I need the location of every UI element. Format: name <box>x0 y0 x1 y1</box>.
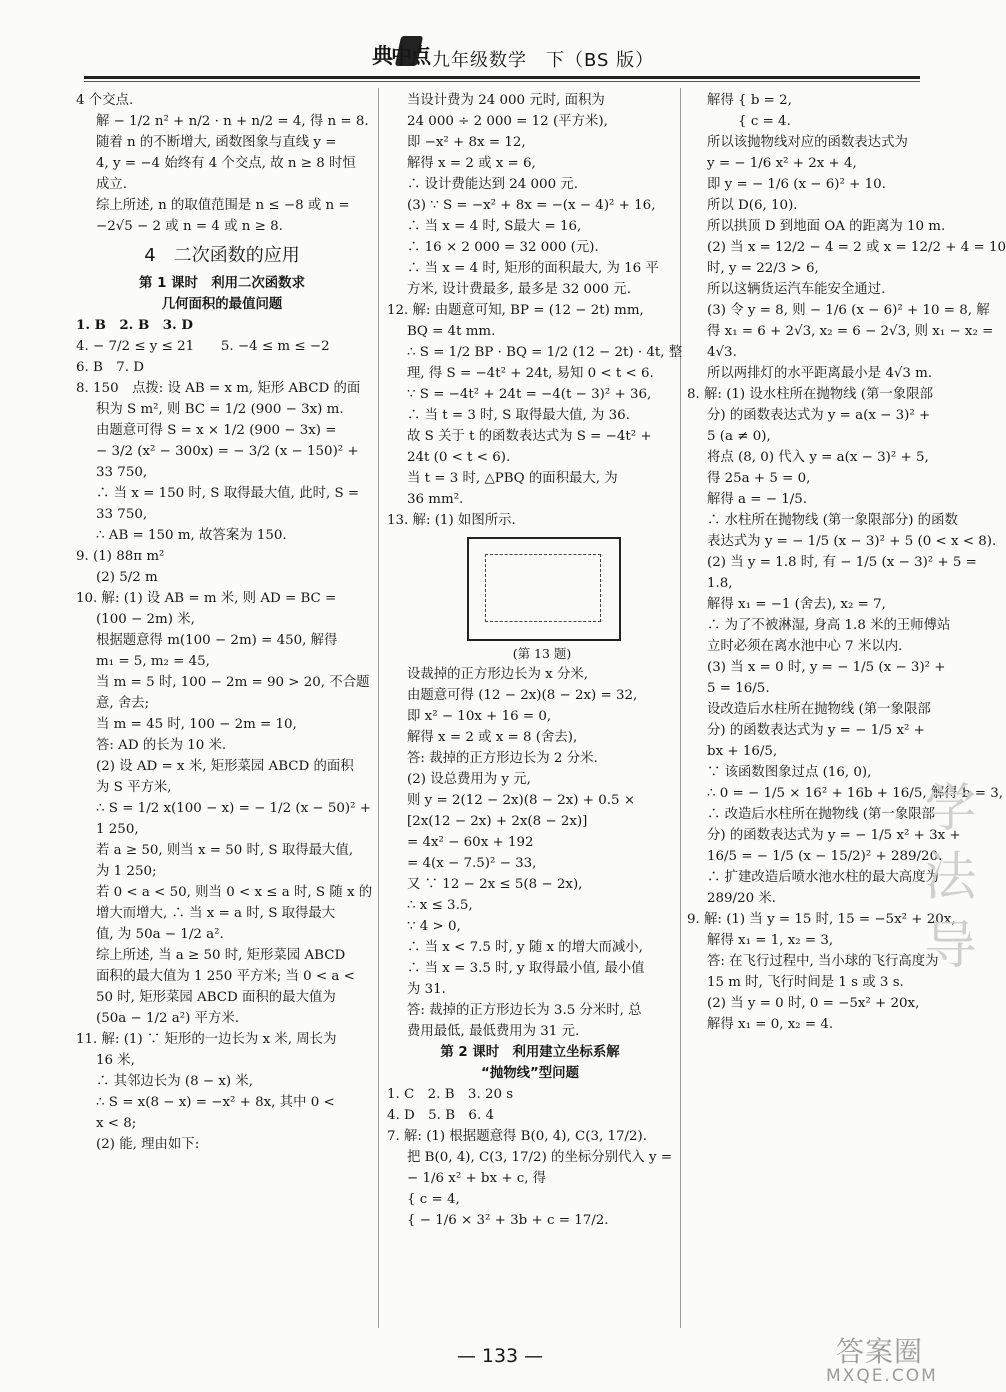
rectangle-figure <box>467 537 621 641</box>
answer-line: 答: 裁掉的正方形边长为 2 分米. <box>407 751 598 766</box>
answer-line: ∴ S = 1/2 BP · BQ = 1/2 (12 − 2t) · 4t, 整 <box>407 345 683 360</box>
answer-line: 值, 为 50a − 1/2 a². <box>96 927 224 942</box>
answer-line: 24 000 ÷ 2 000 = 12 (平方米), <box>407 114 608 129</box>
answer-line: 所以这辆货运汽车能安全通过. <box>707 282 886 297</box>
book-logo: 典中点 <box>372 44 429 68</box>
answer-line: = 4x² − 60x + 192 <box>407 835 534 850</box>
book-title: 九年级数学 下（BS 版） <box>432 50 655 71</box>
answer-line: 若 0 < a < 50, 则当 0 < x ≤ a 时, S 随 x 的 <box>96 885 373 900</box>
answer-line: ∴ AB = 150 m, 故答案为 150. <box>96 528 287 543</box>
answer-line: (2) 设总费用为 y 元, <box>407 772 531 787</box>
watermark-url: MXQE.COM <box>826 1366 938 1386</box>
answer-line: 积为 S m², 则 BC = 1/2 (900 − 3x) m. <box>96 402 344 417</box>
answer-line: 若 a ≥ 50, 则当 x = 50 时, S 取得最大值, <box>96 843 354 858</box>
answer-line: 面积的最大值为 1 250 平方米; 当 0 < a < <box>96 969 355 984</box>
answer-line: ∴ 0 = − 1/5 × 16² + 16b + 16/5, 解得 b = 3, <box>707 786 1003 801</box>
answer-line: 设裁掉的正方形边长为 x 分米, <box>407 667 589 682</box>
answer-line: 为 1 250; <box>96 864 157 879</box>
answer-line: 把 B(0, 4), C(3, 17/2) 的坐标分别代入 y = <box>407 1150 673 1165</box>
answer-line: 9. 解: (1) 当 y = 15 时, 15 = −5x² + 20x, <box>687 912 956 927</box>
answer-line: 9. (1) 88π m² <box>76 549 165 564</box>
answer-line: bx + 16/5, <box>707 744 778 759</box>
answer-line: BQ = 4t mm. <box>407 324 496 339</box>
answer-line: 289/20 米. <box>707 891 777 906</box>
answer-line: ∴ 其邻边长为 (8 − x) 米, <box>96 1074 254 1089</box>
answer-line: ∴ 水柱所在抛物线 (第一象限部分) 的函数 <box>707 513 958 528</box>
answer-line: 将点 (8, 0) 代入 y = a(x − 3)² + 5, <box>707 450 929 465</box>
answer-line: { − 1/6 × 3² + 3b + c = 17/2. <box>407 1213 609 1228</box>
answer-line: = 4(x − 7.5)² − 33, <box>407 856 537 871</box>
answer-line: 答: AD 的长为 10 米. <box>96 738 227 753</box>
answer-line: 13. 解: (1) 如图所示. <box>387 513 516 528</box>
answer-line: 即 x² − 10x + 16 = 0, <box>407 709 552 724</box>
answer-line: (50a − 1/2 a²) 平方米. <box>96 1011 240 1026</box>
answer-line: 即 y = − 1/6 (x − 6)² + 10. <box>707 177 886 192</box>
answer-line: 8. 解: (1) 设水柱所在抛物线 (第一象限部 <box>687 387 933 402</box>
answer-line: ∴ x ≤ 3.5, <box>407 898 473 913</box>
answer-line: 当 m = 45 时, 100 − 2m = 10, <box>96 717 297 732</box>
answer-line: 分) 的函数表达式为 y = a(x − 3)² + <box>707 408 931 423</box>
answer-line: 分) 的函数表达式为 y = − 1/5 x² + 3x + <box>707 828 961 843</box>
answer-line: (2) 当 y = 1.8 时, 有 − 1/5 (x − 3)² + 5 = <box>707 555 977 570</box>
answer-line: ∴ 当 x = 150 时, S 取得最大值, 此时, S = <box>96 486 360 501</box>
answer-line: 解得 x₁ = 1, x₂ = 3, <box>707 933 834 948</box>
answer-line: 表达式为 y = − 1/5 (x − 3)² + 5 (0 < x < 8). <box>707 534 997 549</box>
answer-line: (2) 当 x = 12/2 − 4 = 2 或 x = 12/2 + 4 = 10 <box>707 240 1006 255</box>
answer-line: 答: 裁掉的正方形边长为 3.5 分米时, 总 <box>407 1003 642 1018</box>
answer-line: x < 8; <box>96 1116 137 1131</box>
answer-line: 立时必须在离水池中心 7 米以内. <box>707 639 903 654</box>
answer-line: 10. 解: (1) 设 AB = m 米, 则 AD = BC = <box>76 591 337 606</box>
column-divider <box>378 88 379 1328</box>
answer-line: 综上所述, 当 a ≥ 50 时, 矩形菜园 ABCD <box>96 948 346 963</box>
answer-line: 50 时, 矩形菜园 ABCD 面积的最大值为 <box>96 990 336 1005</box>
answer-line: y = − 1/6 x² + 2x + 4, <box>707 156 857 171</box>
answer-line: 解 − 1/2 n² + n/2 · n + n/2 = 4, 得 n = 8. <box>96 114 369 129</box>
answer-line: { c = 4, <box>407 1192 460 1207</box>
answer-line: ∴ 16 × 2 000 = 32 000 (元). <box>407 240 599 255</box>
answer-line: 得 25a + 5 = 0, <box>707 471 811 486</box>
answer-column-left <box>76 90 373 1155</box>
answer-line: ∴ 当 x = 4 时, S最大 = 16, <box>407 219 582 234</box>
answer-line: 1.8, <box>707 576 733 591</box>
answer-line: 解得 x = 2 或 x = 6, <box>407 156 536 171</box>
answer-line: 4√3. <box>707 345 737 360</box>
answer-column-middle <box>387 90 683 1231</box>
answer-line: 所以拱顶 D 到地面 OA 的距离为 10 m. <box>707 219 946 234</box>
answer-line: ∴ 设计费能达到 24 000 元. <box>407 177 579 192</box>
answer-line: 时, y = 22/3 > 6, <box>707 261 819 276</box>
answer-line: (3) ∵ S = −x² + 8x = −(x − 4)² + 16, <box>407 198 656 213</box>
answer-line: 4. D 5. B 6. 4 <box>387 1108 494 1123</box>
answer-line: 所以该抛物线对应的函数表达式为 <box>707 135 908 150</box>
header-rule <box>84 76 920 79</box>
lesson-title: “抛物线”型问题 <box>481 1066 579 1081</box>
answer-line: 24t (0 < t < 6). <box>407 450 511 465</box>
answer-line: 所以 D(6, 10). <box>707 198 798 213</box>
answer-line: ∴ 当 x < 7.5 时, y 随 x 的增大而减小, <box>407 940 643 955</box>
answer-line: 随着 n 的不断增大, 函数图象与直线 y = <box>96 135 337 150</box>
answer-line: (2) 设 AD = x 米, 矩形菜园 ABCD 的面积 <box>96 759 354 774</box>
answer-line: ∴ 当 x = 4 时, 矩形的面积最大, 为 16 平 <box>407 261 659 276</box>
answer-line: 解得 x₁ = 0, x₂ = 4. <box>707 1017 834 1032</box>
answer-line: (100 − 2m) 米, <box>96 612 195 627</box>
answer-line: − 1/6 x² + bx + c, 得 <box>407 1171 547 1186</box>
background-stamp: 学 法 导 <box>915 780 975 970</box>
answer-line: 1. C 2. B 3. 20 s <box>387 1087 514 1102</box>
answer-line: m₁ = 5, m₂ = 45, <box>96 654 210 669</box>
answer-line: 为 31. <box>407 982 446 997</box>
answer-line: ∴ 当 x = 3.5 时, y 取得最小值, 最小值 <box>407 961 645 976</box>
answer-line: 15 m 时, 飞行时间是 1 s 或 3 s. <box>707 975 904 990</box>
answer-line: 5 (a ≠ 0), <box>707 429 771 444</box>
watermark-logo: 答案圈 <box>836 1335 924 1368</box>
answer-line: 费用最低, 最低费用为 31 元. <box>407 1024 580 1039</box>
page-number: — 133 — <box>456 1345 544 1367</box>
lesson-title: 第 2 课时 利用建立坐标系解 <box>440 1045 620 1060</box>
answer-line: 解得 x = 2 或 x = 8 (舍去), <box>407 730 578 745</box>
answer-line: 12. 解: 由题意可知, BP = (12 − 2t) mm, <box>387 303 644 318</box>
answer-line: 增大而增大, ∴ 当 x = a 时, S 取得最大 <box>96 906 336 921</box>
answer-line: 答: 在飞行过程中, 当小球的飞行高度为 <box>707 954 939 969</box>
answer-line: 分) 的函数表达式为 y = − 1/5 x² + <box>707 723 925 738</box>
answer-line: 33 750, <box>96 507 148 522</box>
answer-line: 即 −x² + 8x = 12, <box>407 135 526 150</box>
answer-line: ∵ S = −4t² + 24t = −4(t − 3)² + 36, <box>407 387 652 402</box>
answer-line: 36 mm². <box>407 492 464 507</box>
answer-line: 16/5 = − 1/5 (x − 15/2)² + 289/20. <box>707 849 943 864</box>
answer-line: ∴ 为了不被淋湿, 身高 1.8 米的王师傅站 <box>707 618 951 633</box>
answer-line: 当 m = 5 时, 100 − 2m = 90 > 20, 不合题 <box>96 675 370 690</box>
answer-line: 4 个交点. <box>76 93 134 108</box>
answer-line: 故 S 关于 t 的函数表达式为 S = −4t² + <box>407 429 652 444</box>
answer-line: 设改造后水柱所在抛物线 (第一象限部 <box>707 702 931 717</box>
answer-line: 意, 舍去; <box>96 696 150 711</box>
answer-line: 又 ∵ 12 − 2x ≤ 5(8 − 2x), <box>407 877 583 892</box>
answer-line: 由题意可得 S = x × 1/2 (900 − 3x) = <box>96 423 337 438</box>
answer-line: 成立. <box>96 177 128 192</box>
answer-line: 5 = 16/5. <box>707 681 770 696</box>
answer-line: 6. B 7. D <box>76 360 145 375</box>
answer-line: 当 t = 3 时, △PBQ 的面积最大, 为 <box>407 471 618 486</box>
answer-line: (2) 5/2 m <box>96 570 158 585</box>
answer-line: 7. 解: (1) 根据题意得 B(0, 4), C(3, 17/2). <box>387 1129 648 1144</box>
page-header <box>0 0 1000 82</box>
answer-line: ∴ 扩建改造后喷水池水柱的最大高度为 <box>707 870 939 885</box>
answer-line: 则 y = 2(12 − 2x)(8 − 2x) + 0.5 × <box>407 793 636 808</box>
answer-line: 4. − 7/2 ≤ y ≤ 21 5. −4 ≤ m ≤ −2 <box>76 339 330 354</box>
answer-line: 16 米, <box>96 1053 135 1068</box>
answer-line: 为 S 平方米, <box>96 780 172 795</box>
section-title: 4 二次函数的应用 <box>144 245 300 266</box>
figure-caption: (第 13 题) <box>512 646 572 661</box>
answer-line: { c = 4. <box>707 114 791 129</box>
answer-line: (2) 能, 理由如下: <box>96 1137 200 1152</box>
answer-line: 综上所述, n 的取值范围是 n ≤ −8 或 n = <box>96 198 350 213</box>
answer-line: 4, y = −4 始终有 4 个交点, 故 n ≥ 8 时恒 <box>96 156 356 171</box>
answer-line: 方米, 设计费最多, 最多是 32 000 元. <box>407 282 631 297</box>
answer-line: 解得 x₁ = −1 (舍去), x₂ = 7, <box>707 597 886 612</box>
answer-line: 解得 { b = 2, <box>707 93 792 108</box>
column-divider <box>680 88 681 1328</box>
answer-line: (3) 当 x = 0 时, y = − 1/5 (x − 3)² + <box>707 660 946 675</box>
answer-line: (3) 令 y = 8, 则 − 1/6 (x − 6)² + 10 = 8, 解 <box>707 303 990 318</box>
answer-line: ∴ 改造后水柱所在抛物线 (第一象限部 <box>707 807 935 822</box>
answer-line: ∴ 当 t = 3 时, S 取得最大值, 为 36. <box>407 408 630 423</box>
answer-line: 1. B 2. B 3. D <box>76 317 193 333</box>
answer-line: ∴ S = x(8 − x) = −x² + 8x, 其中 0 < <box>96 1095 335 1110</box>
header-rule-thin <box>84 81 920 82</box>
answer-line: 得 x₁ = 6 + 2√3, x₂ = 6 − 2√3, 则 x₁ − x₂ = <box>707 324 994 339</box>
answer-line: 所以两排灯的水平距离最小是 4√3 m. <box>707 366 933 381</box>
answer-line: 根据题意得 m(100 − 2m) = 450, 解得 <box>96 633 338 648</box>
answer-line: 1 250, <box>96 822 139 837</box>
answer-line: ∵ 该函数图象过点 (16, 0), <box>707 765 872 780</box>
answer-line: 8. 150 点拨: 设 AB = x m, 矩形 ABCD 的面 <box>76 381 361 396</box>
answer-line: 由题意可得 (12 − 2x)(8 − 2x) = 32, <box>407 688 638 703</box>
lesson-title: 几何面积的最值问题 <box>161 297 283 312</box>
answer-line: ∵ 4 > 0, <box>407 919 461 934</box>
answer-line: [2x(12 − 2x) + 2x(8 − 2x)] <box>407 814 588 829</box>
dashed-inner-rectangle <box>485 554 601 622</box>
answer-line: −2√5 − 2 或 n = 4 或 n ≥ 8. <box>96 219 283 234</box>
answer-line: 33 750, <box>96 465 148 480</box>
lesson-title: 第 1 课时 利用二次函数求 <box>139 276 305 291</box>
answer-line: 11. 解: (1) ∵ 矩形的一边长为 x 米, 周长为 <box>76 1032 337 1047</box>
answer-line: 解得 a = − 1/5. <box>707 492 808 507</box>
answer-line: (2) 当 y = 0 时, 0 = −5x² + 20x, <box>707 996 920 1011</box>
answer-line: − 3/2 (x² − 300x) = − 3/2 (x − 150)² + <box>96 444 359 459</box>
answer-line: 当设计费为 24 000 元时, 面积为 <box>407 93 605 108</box>
answer-line: ∴ S = 1/2 x(100 − x) = − 1/2 (x − 50)² + <box>96 801 371 816</box>
answer-line: 理, 得 S = −4t² + 24t, 易知 0 < t < 6. <box>407 366 654 381</box>
